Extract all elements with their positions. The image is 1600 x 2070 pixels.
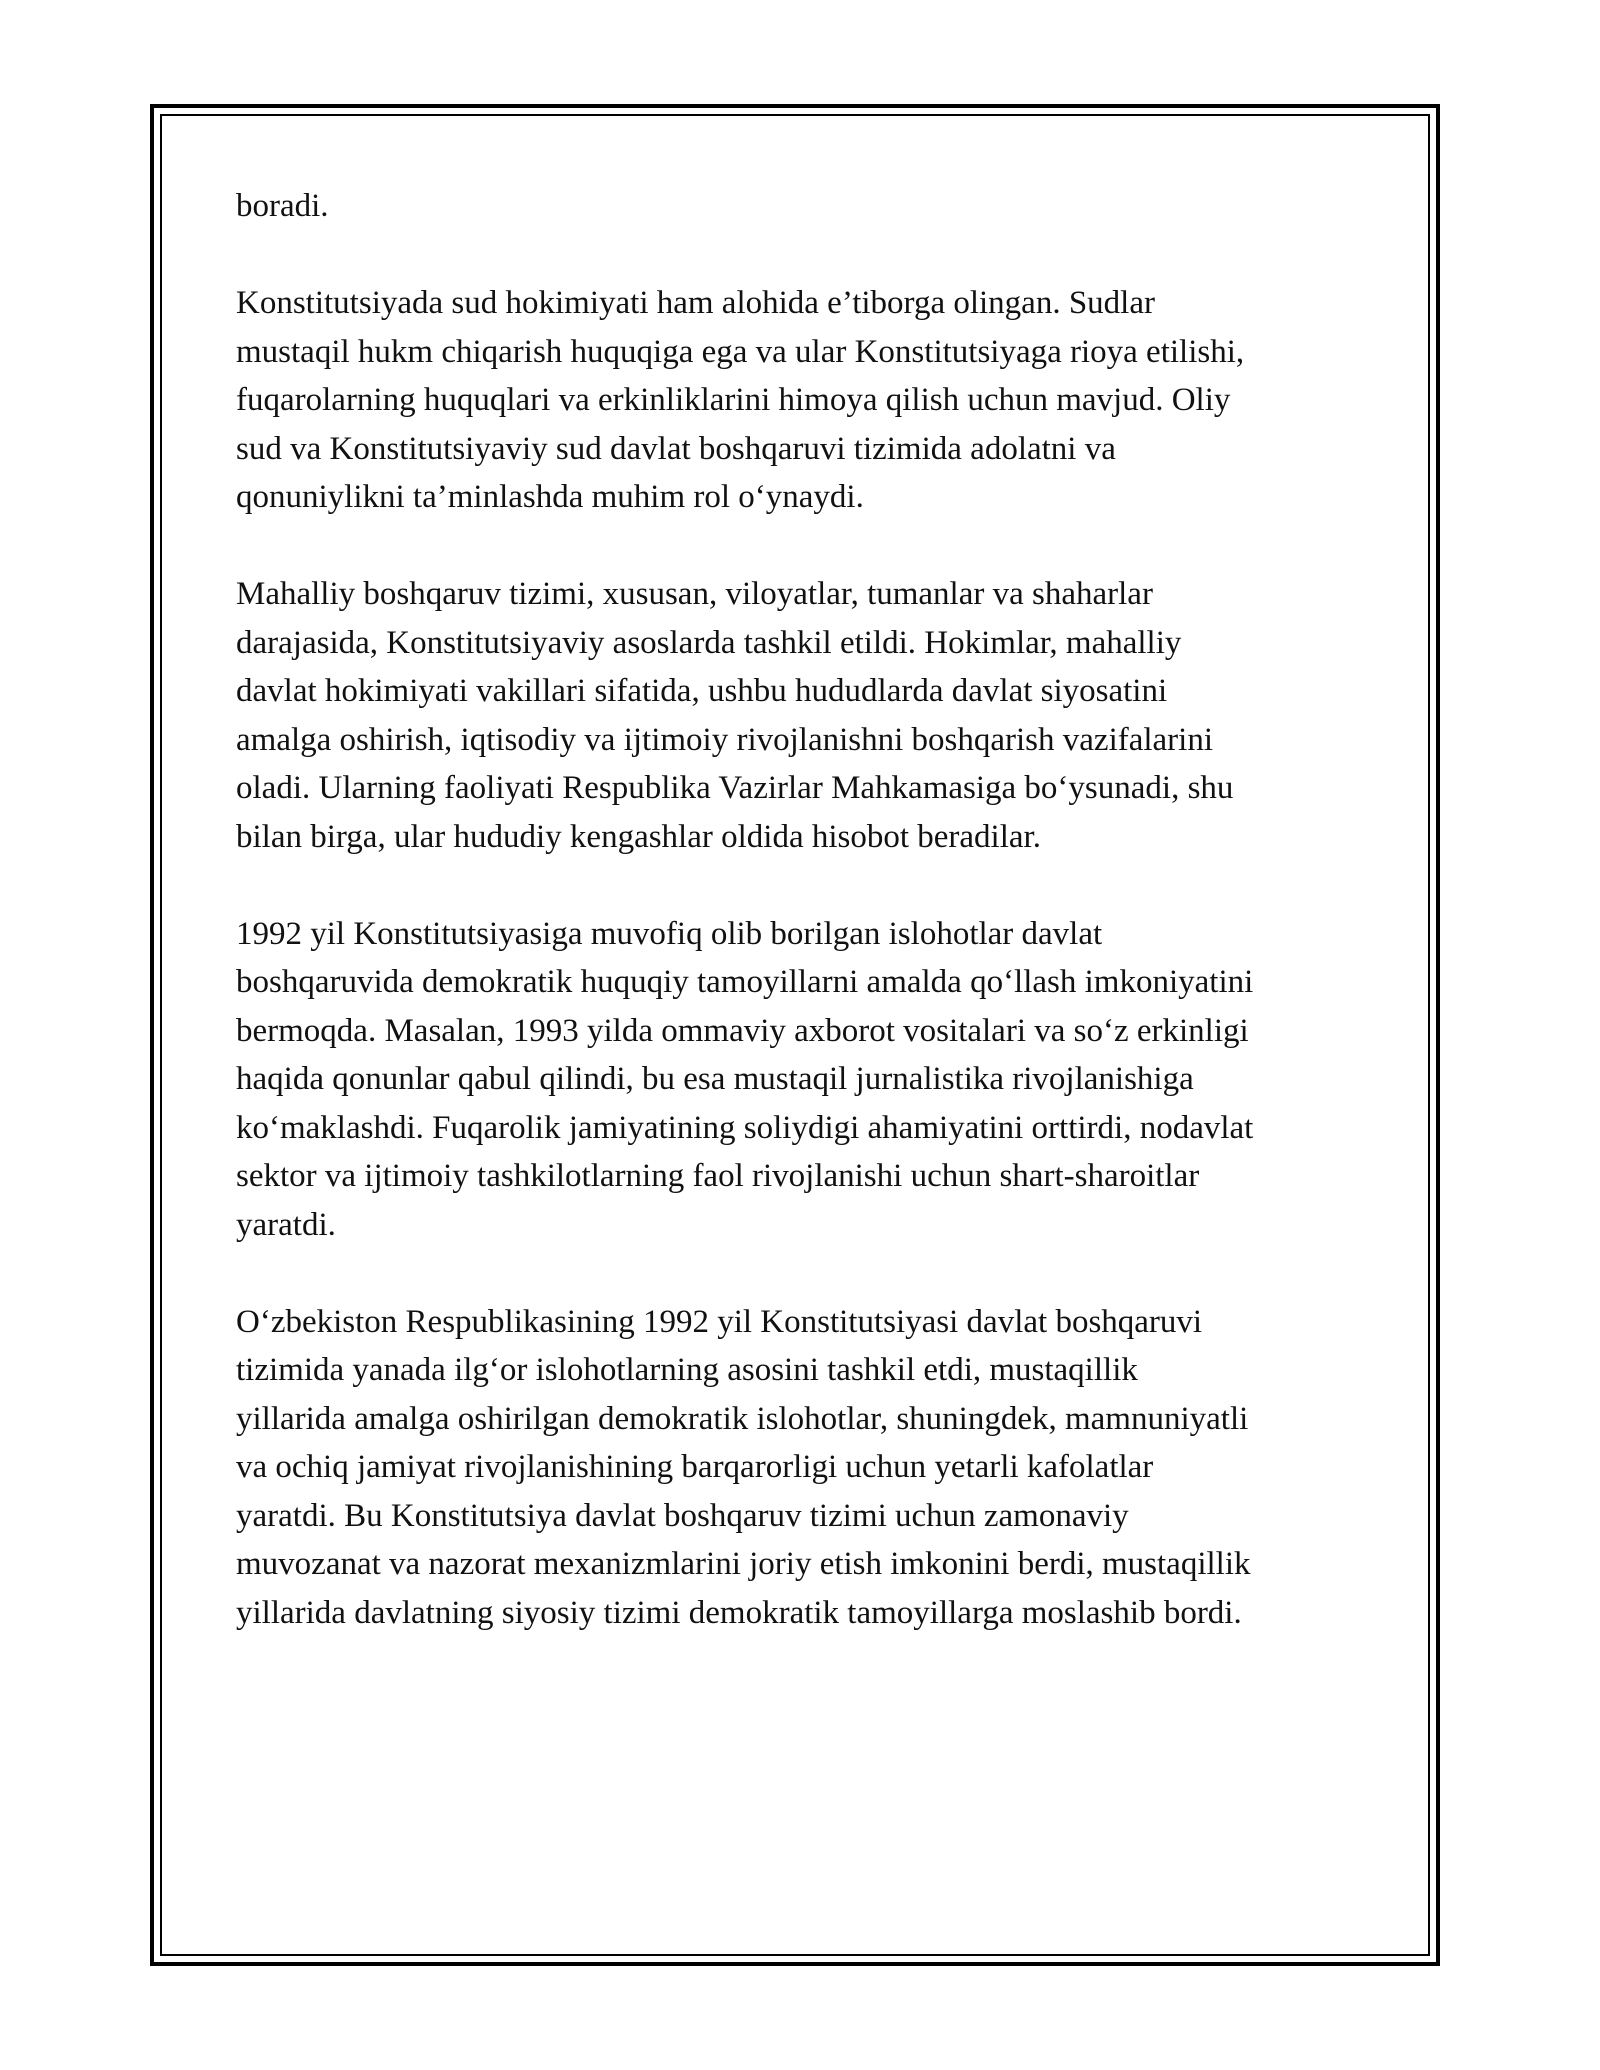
- paragraph-reforms-1992: 1992 yil Konstitutsiyasiga muvofiq olib borilgan islohotlar davlat boshqaruvida demokratik huquqiy tamoyillarni amalda qo‘llash imkoniyatini bermoqda. Masalan, 1993 yilda ommaviy axborot vositalari va so‘z erkinligi haqida qonunlar qabul qilindi, bu esa mustaqil jurnalistika rivojlanishiga ko‘maklashdi. Fuqarolik jamiyatining soliydigi ahamiyatini orttirdi, nodavlat sektor va ijtimoiy tashkilotlarning faol rivojlanishi uchun shart-sharoitlar yaratdi.: [236, 915, 1254, 1243]
- paragraph-continuation: boradi.: [236, 188, 329, 224]
- paragraph-conclusion: O‘zbekiston Respublikasining 1992 yil Konstitutsiyasi davlat boshqaruvi tizimida yanada ilg‘or islohotlarning asosini tashkil etdi, mustaqillik yillarida amalga oshirilgan demokratik islohotlar, shuningdek, mamnuniyatli va ochiq jamiyat rivojlanishining barqarorligi uchun yetarli kafolatlar yaratdi. Bu Konstitutsiya davlat boshqaruv tizimi uchun zamonaviy muvozanat va nazorat mexanizmlarini joriy etish imkonini berdi, mustaqillik yillarida davlatning siyosiy tizimi demokratik tamoyillarga moslashib bordi.: [236, 1303, 1251, 1631]
- paragraph-local-government: Mahalliy boshqaruv tizimi, xususan, viloyatlar, tumanlar va shaharlar darajasida, Konstitutsiyaviy asoslarda tashkil etildi. Hokimlar, mahalliy davlat hokimiyati vakillari sifatida, ushbu hududlarda davlat siyosatini amalga oshirish, iqtisodiy va ijtimoiy rivojlanishni boshqarish vazifalarini oladi. Ularning faoliyati Respublika Vazirlar Mahkamasiga bo‘ysunadi, shu bilan birga, ular hududiy kengashlar oldida hisobot beradilar.: [236, 576, 1234, 855]
- paragraph-judiciary: Konstitutsiyada sud hokimiyati ham alohida e’tiborga olingan. Sudlar mustaqil hukm chiqarish huquqiga ega va ular Konstitutsiyaga rioya etilishi, fuqarolarning huquqlari va erkinliklarini himoya qilish uchun mavjud. Oliy sud va Konstitutsiyaviy sud davlat boshqaruvi tizimida adolatni va qonuniylikni ta’minlashda muhim rol o‘ynaydi.: [236, 285, 1245, 515]
- document-body: [236, 182, 1376, 1686]
